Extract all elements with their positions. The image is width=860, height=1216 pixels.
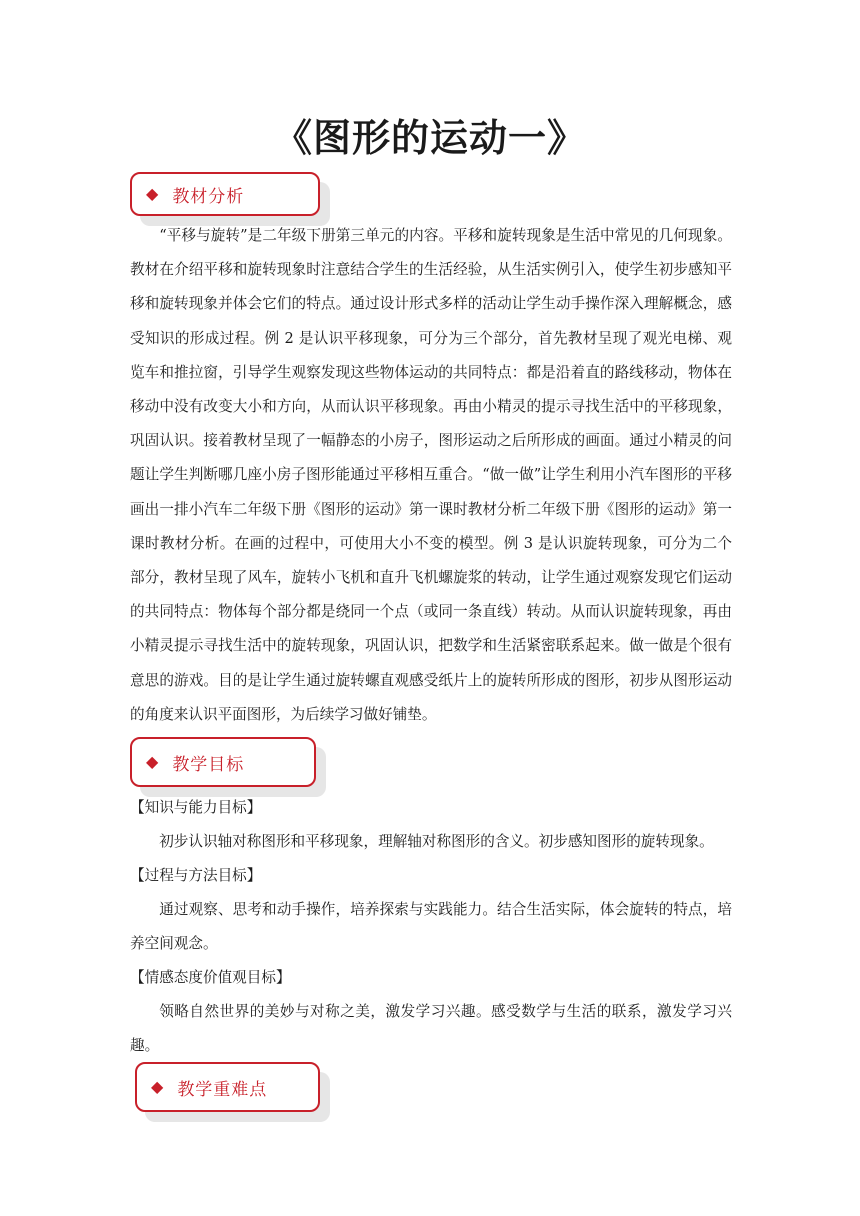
diamond-bullet-icon: ◆ — [151, 1077, 164, 1096]
knowledge-goal-text: 初步认识轴对称图形和平移现象，理解轴对称图形的含义。初步感知图形的旋转现象。 — [159, 833, 714, 850]
heading-box — [135, 1062, 320, 1112]
analysis-paragraph: “平移与旋转”是二年级下册第三单元的内容。平移和旋转现象是生活中常见的几何现象。教材在介绍平移和旋转现象时注意结合学生的生活经验，从生活实例引入，使学生初步感知平移和旋转现象并体会它们的特点。通过设计形式多样的活动让学生动手操作深入理解概念，感受知识的形成过程。例 2 是认识平移现象，可分为三个部分，首先教材呈现了观光电梯、观览车和推拉窗，引导学生观察发现这些物体运动的共同特点：都是沿着直的路线移动，物体在移动中没有改变大小和方向，从而认识平移现象。再由小精灵的提示寻找生活中的平移现象，巩固认识。接着教材呈现了一幅静态的小房子，图形运动之后所形成的画面。通过小精灵的问题让学生判断哪几座小房子图形能通过平移相互重合。“做一做”让学生利用小汽车图形的平移画出一排小汽车二年级下册《图形的运动》第一课时教材分析二年级下册《图形的运动》第一课时教材分析。在画的过程中，可使用大小不变的模型。例 3 是认识旋转现象，可分为二个部分，教材呈现了风车，旋转小飞机和直升飞机螺旋浆的转动，让学生通过观察发现它们运动的共同特点：物体每个部分都是绕同一个点（或同一条直线）转动。从而认识旋转现象，再由小精灵提示寻找生活中的旋转现象，巩固认识，把数学和生活紧密联系起来。做一做是个很有意思的游戏。目的是让学生通过旋转螺直观感受纸片上的旋转所形成的图形，初步从图形运动的角度来认识平面图形，为后续学习做好铺垫。 — [130, 227, 732, 723]
section-heading-analysis — [130, 172, 320, 216]
heading-box — [130, 737, 316, 787]
process-goal-text: 通过观察、思考和动手操作，培养探索与实践能力。结合生活实际，体会旋转的特点，培养空间观念。 — [130, 901, 732, 953]
emotion-goal-label: 【情感态度价值观目标】 — [130, 969, 291, 986]
process-goal-label: 【过程与方法目标】 — [130, 867, 262, 884]
emotion-goal-text: 领略自然世界的美妙与对称之美，激发学习兴趣。感受数学与生活的联系，激发学习兴趣。 — [130, 1003, 732, 1055]
diamond-bullet-icon: ◆ — [146, 752, 159, 771]
section-heading-label: 教学目标 — [172, 754, 245, 775]
document-title: 《图形的运动一》 — [273, 116, 586, 160]
section-heading-label: 教材分析 — [172, 186, 245, 207]
section-heading-goals — [130, 737, 316, 787]
section-heading-key-points — [135, 1062, 320, 1112]
knowledge-goal-label: 【知识与能力目标】 — [130, 799, 262, 816]
section-heading-label: 教学重难点 — [177, 1079, 268, 1100]
diamond-bullet-icon: ◆ — [146, 184, 159, 203]
heading-box — [130, 172, 320, 216]
